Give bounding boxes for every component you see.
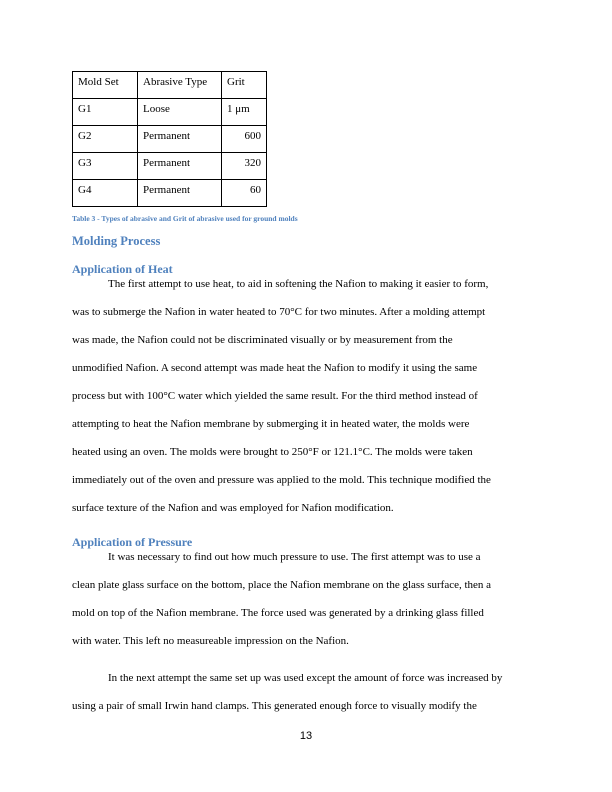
table-header-cell: Mold Set <box>73 72 138 99</box>
section-title: Molding Process <box>72 234 161 248</box>
table-row <box>73 153 267 180</box>
paragraph-line: using a pair of small Irwin hand clamps. This generated enough force to visually modify the <box>72 700 477 712</box>
paragraph-line: immediately out of the oven and pressure was applied to the mold. This technique modified the <box>72 474 491 486</box>
table-cell: Permanent <box>138 153 222 180</box>
table-cell: 60 <box>222 180 267 207</box>
table-cell: Permanent <box>138 126 222 153</box>
paragraph-line: heated using an oven. The molds were brought to 250°F or 121.1°C. The molds were taken <box>72 446 473 458</box>
paragraph-line: In the next attempt the same set up was used except the amount of force was increased by <box>108 672 503 684</box>
paragraph-line: unmodified Nafion. A second attempt was made heat the Nafion to modify it using the same <box>72 362 478 374</box>
paragraph-line: mold on top of the Nafion membrane. The force used was generated by a drinking glass filled <box>72 607 484 619</box>
table-header-cell: Grit <box>222 72 267 99</box>
table-row <box>73 99 267 126</box>
paragraph-line: The first attempt to use heat, to aid in softening the Nafion to making it easier to form, <box>108 278 489 290</box>
pressure-paragraph-2 <box>72 664 544 720</box>
paragraph-line: was to submerge the Nafion in water heated to 70°C for two minutes. After a molding attempt <box>72 306 486 318</box>
table-header-cell: Abrasive Type <box>138 72 222 99</box>
table-cell: G1 <box>73 99 138 126</box>
pressure-paragraph <box>72 543 544 655</box>
table-cell: Permanent <box>138 180 222 207</box>
paragraph-line: It was necessary to find out how much pressure to use. The first attempt was to use a <box>108 551 481 563</box>
table-header-row <box>73 72 267 99</box>
paragraph-line: clean plate glass surface on the bottom, place the Nafion membrane on the glass surface, then a <box>72 579 492 591</box>
table-cell: 600 <box>222 126 267 153</box>
paragraph-line: was made, the Nafion could not be discriminated visually or by measurement from the <box>72 334 453 346</box>
page-number: 13 <box>299 730 313 742</box>
paragraph-line: process but with 100°C water which yielded the same result. For the third method instead of <box>72 390 478 402</box>
table-cell: Loose <box>138 99 222 126</box>
table-caption: Table 3 - Types of abrasive and Grit of abrasive used for ground molds <box>72 214 298 223</box>
pressure-subheading: Application of Pressure <box>72 535 193 549</box>
heat-subheading: Application of Heat <box>72 262 173 276</box>
heat-paragraph <box>72 270 544 522</box>
table-cell: G4 <box>73 180 138 207</box>
abrasive-grit-table <box>72 71 267 207</box>
table-cell: 320 <box>222 153 267 180</box>
table-row <box>73 180 267 207</box>
table-cell: G2 <box>73 126 138 153</box>
paragraph-line: with water. This left no measureable impression on the Nafion. <box>72 635 349 647</box>
paragraph-line: attempting to heat the Nafion membrane by submerging it in heated water, the molds were <box>72 418 470 430</box>
table-cell: G3 <box>73 153 138 180</box>
table-row <box>73 126 267 153</box>
paragraph-line: surface texture of the Nafion and was employed for Nafion modification. <box>72 502 394 514</box>
table-cell: 1 μm <box>222 99 267 126</box>
